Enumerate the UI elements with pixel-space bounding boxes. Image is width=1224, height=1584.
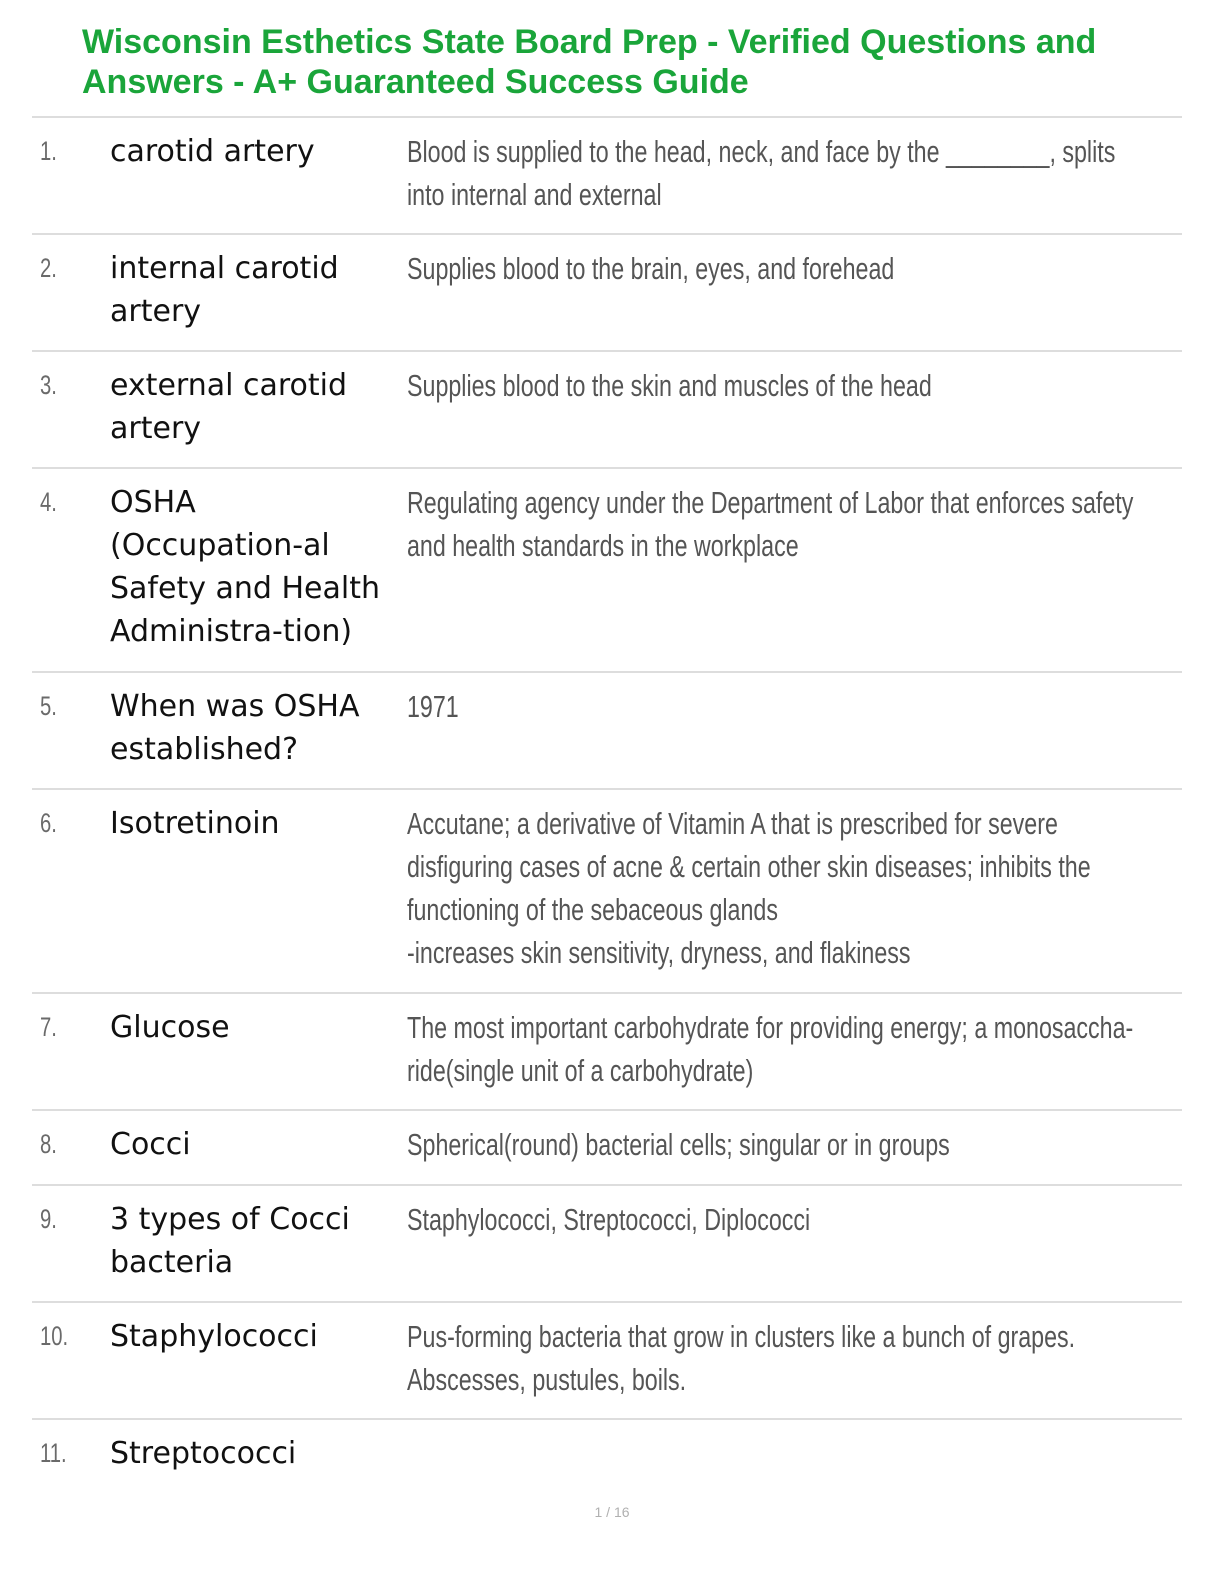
item-term: Glucose bbox=[110, 1010, 230, 1045]
item-definition: Blood is supplied to the head, neck, and face by the ________, splits into internal and external bbox=[407, 134, 1116, 212]
list-item bbox=[32, 352, 1182, 469]
item-number: 9. bbox=[40, 1204, 57, 1234]
list-item bbox=[32, 1111, 1182, 1186]
item-number: 3. bbox=[40, 370, 57, 400]
item-definition: Staphylococci, Streptococci, Diplococci bbox=[407, 1202, 811, 1237]
item-term: Staphylococci bbox=[110, 1319, 318, 1354]
item-number: 10. bbox=[40, 1321, 69, 1351]
item-number: 1. bbox=[40, 136, 57, 166]
item-definition: 1971 bbox=[407, 689, 459, 724]
item-definition: The most important carbohydrate for providing energy; a monosaccha-ride(single unit of a carbohydrate) bbox=[407, 1010, 1134, 1088]
list-item bbox=[32, 1303, 1182, 1420]
list-item bbox=[32, 1420, 1182, 1500]
list-item bbox=[32, 118, 1182, 235]
item-number: 4. bbox=[40, 487, 57, 517]
item-term: Streptococci bbox=[110, 1436, 297, 1471]
item-number: 7. bbox=[40, 1012, 57, 1042]
item-term: Isotretinoin bbox=[110, 806, 280, 841]
item-definition: Regulating agency under the Department of Labor that enforces safety and health standards in the workplace bbox=[407, 485, 1134, 563]
document-title: Wisconsin Esthetics State Board Prep - Verified Questions and Answers - A+ Guaranteed Success Guide bbox=[82, 23, 1097, 101]
item-term: When was OSHA established? bbox=[110, 689, 360, 767]
list-item bbox=[32, 790, 1182, 994]
item-number: 2. bbox=[40, 253, 57, 283]
item-number: 8. bbox=[40, 1129, 57, 1159]
item-definition: Supplies blood to the skin and muscles of the head bbox=[407, 368, 932, 403]
item-term: carotid artery bbox=[110, 134, 315, 169]
list-item bbox=[32, 469, 1182, 673]
item-definition: Pus-forming bacteria that grow in clusters like a bunch of grapes. Abscesses, pustules, boils. bbox=[407, 1319, 1076, 1397]
item-definition: Spherical(round) bacterial cells; singular or in groups bbox=[407, 1127, 950, 1162]
page-indicator: 1 / 16 bbox=[594, 1504, 630, 1520]
item-definition: Accutane; a derivative of Vitamin A that is prescribed for severe disfiguring cases of acne & certain other skin diseases; inhibits the functioning of the sebaceous glands -increases skin sensitivity, dryness, and flakiness bbox=[407, 806, 1091, 970]
item-term: internal carotid artery bbox=[110, 251, 339, 329]
item-number: 5. bbox=[40, 691, 57, 721]
item-definition: Supplies blood to the brain, eyes, and forehead bbox=[407, 251, 895, 286]
list-item bbox=[32, 994, 1182, 1111]
list-item bbox=[32, 235, 1182, 352]
flashcard-list bbox=[32, 118, 1182, 1500]
item-term: Cocci bbox=[110, 1127, 191, 1162]
item-term: 3 types of Cocci bacteria bbox=[110, 1202, 350, 1280]
item-term: external carotid artery bbox=[110, 368, 348, 446]
list-item bbox=[32, 1186, 1182, 1303]
item-number: 6. bbox=[40, 808, 57, 838]
list-item bbox=[32, 673, 1182, 790]
item-term: OSHA (Occupation-al Safety and Health Administra-tion) bbox=[110, 485, 380, 649]
item-number: 11. bbox=[40, 1438, 67, 1468]
